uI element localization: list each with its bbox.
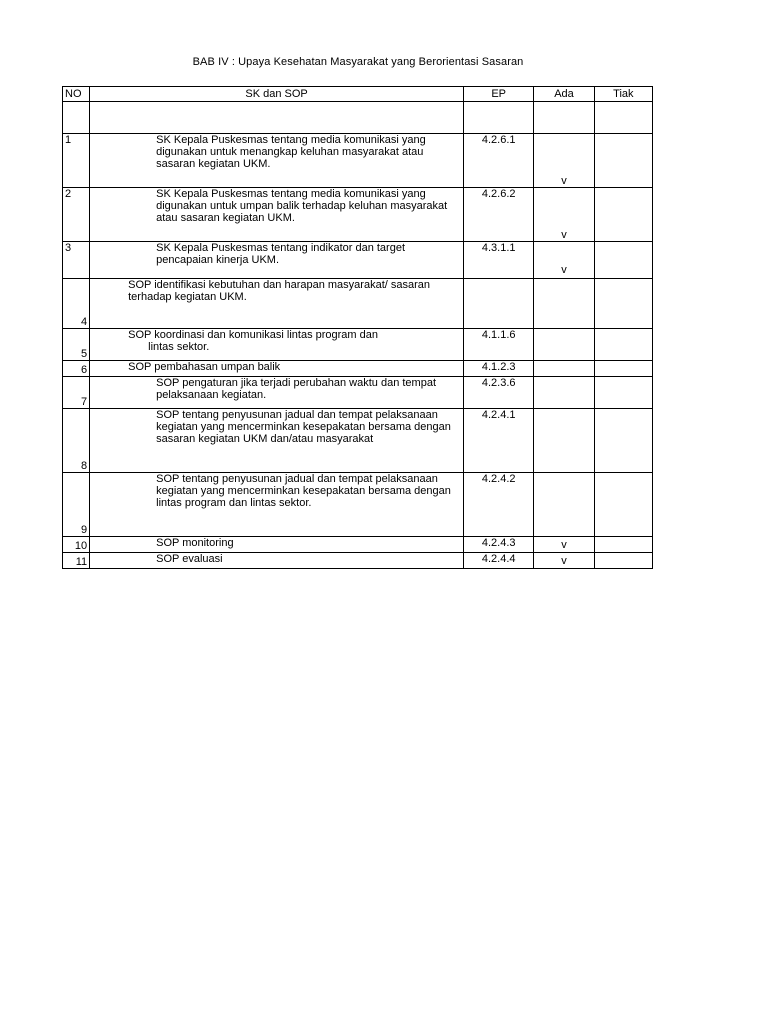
row-text: SOP tentang penyusunan jadual dan tempat pelaksanaan kegiatan yang mencerminkan kesepakatan bersama dengan lintas program dan lintas sektor. [90, 473, 464, 537]
row-tiak [594, 361, 652, 377]
row-tiak [594, 377, 652, 409]
row-ada-check [534, 473, 594, 537]
table-row [63, 242, 653, 279]
row-ep: 4.1.1.6 [464, 329, 534, 361]
row-text: SOP evaluasi [90, 553, 464, 569]
row-tiak [594, 242, 652, 279]
row-no: 11 [63, 553, 90, 569]
row-no: 2 [63, 188, 90, 242]
table-row [63, 553, 653, 569]
row-no: 8 [63, 409, 90, 473]
header-ep: EP [464, 87, 534, 102]
row-ada-check: v [534, 188, 594, 242]
row-ep: 4.2.3.6 [464, 377, 534, 409]
table-row [63, 473, 653, 537]
row-tiak [594, 134, 652, 188]
row-ada-check: v [534, 134, 594, 188]
row-no: 4 [63, 279, 90, 329]
blank-row [63, 102, 653, 134]
row-no: 3 [63, 242, 90, 279]
row-ada-check [534, 361, 594, 377]
row-text: SOP pembahasan umpan balik [90, 361, 464, 377]
row-no: 5 [63, 329, 90, 361]
table-row [63, 188, 653, 242]
row-no: 10 [63, 537, 90, 553]
header-sk-sop: SK dan SOP [90, 87, 464, 102]
table-row [63, 134, 653, 188]
header-no: NO [63, 87, 90, 102]
row-tiak [594, 409, 652, 473]
table-row [63, 537, 653, 553]
row-text: SOP monitoring [90, 537, 464, 553]
table-row [63, 279, 653, 329]
row-text: SOP koordinasi dan komunikasi lintas program dan [128, 329, 378, 341]
row-ep: 4.2.6.1 [464, 134, 534, 188]
row-ada-check [534, 377, 594, 409]
row-tiak [594, 279, 652, 329]
row-tiak [594, 537, 652, 553]
row-ep: 4.2.4.2 [464, 473, 534, 537]
row-tiak [594, 553, 652, 569]
row-text-continued: lintas sektor. [148, 341, 210, 353]
row-ada-check [534, 329, 594, 361]
table-row [63, 329, 653, 361]
row-tiak [594, 188, 652, 242]
header-tiak: Tiak [594, 87, 652, 102]
row-ada-check [534, 409, 594, 473]
row-text-cell [90, 329, 464, 361]
row-tiak [594, 473, 652, 537]
row-text: SOP pengaturan jika terjadi perubahan waktu dan tempat pelaksanaan kegiatan. [90, 377, 464, 409]
header-ada: Ada [534, 87, 594, 102]
row-text: SK Kepala Puskesmas tentang indikator dan target pencapaian kinerja UKM. [90, 242, 464, 279]
row-ep: 4.3.1.1 [464, 242, 534, 279]
header-row [63, 87, 653, 102]
row-ada-check: v [534, 242, 594, 279]
row-no: 9 [63, 473, 90, 537]
table-row [63, 361, 653, 377]
row-ep: 4.2.4.1 [464, 409, 534, 473]
row-no: 1 [63, 134, 90, 188]
row-ep: 4.2.4.3 [464, 537, 534, 553]
row-ada-check: v [534, 537, 594, 553]
row-text: SK Kepala Puskesmas tentang media komunikasi yang digunakan untuk umpan balik terhadap keluhan masyarakat atau sasaran kegiatan UKM. [90, 188, 464, 242]
row-ep [464, 279, 534, 329]
row-tiak [594, 329, 652, 361]
row-ep: 4.2.6.2 [464, 188, 534, 242]
row-ep: 4.2.4.4 [464, 553, 534, 569]
page-title: BAB IV : Upaya Kesehatan Masyarakat yang Berorientasi Sasaran [192, 56, 524, 68]
row-text: SOP tentang penyusunan jadual dan tempat pelaksanaan kegiatan yang mencerminkan kesepakatan bersama dengan sasaran kegiatan UKM dan/atau masyarakat [90, 409, 464, 473]
table-row [63, 409, 653, 473]
row-text: SK Kepala Puskesmas tentang media komunikasi yang digunakan untuk menangkap keluhan masyarakat atau sasaran kegiatan UKM. [90, 134, 464, 188]
checklist-table [62, 86, 653, 569]
row-text: SOP identifikasi kebutuhan dan harapan masyarakat/ sasaran terhadap kegiatan UKM. [90, 279, 464, 329]
row-no: 7 [63, 377, 90, 409]
row-ada-check: v [534, 553, 594, 569]
row-no: 6 [63, 361, 90, 377]
table-row [63, 377, 653, 409]
row-ep: 4.1.2.3 [464, 361, 534, 377]
row-ada-check [534, 279, 594, 329]
